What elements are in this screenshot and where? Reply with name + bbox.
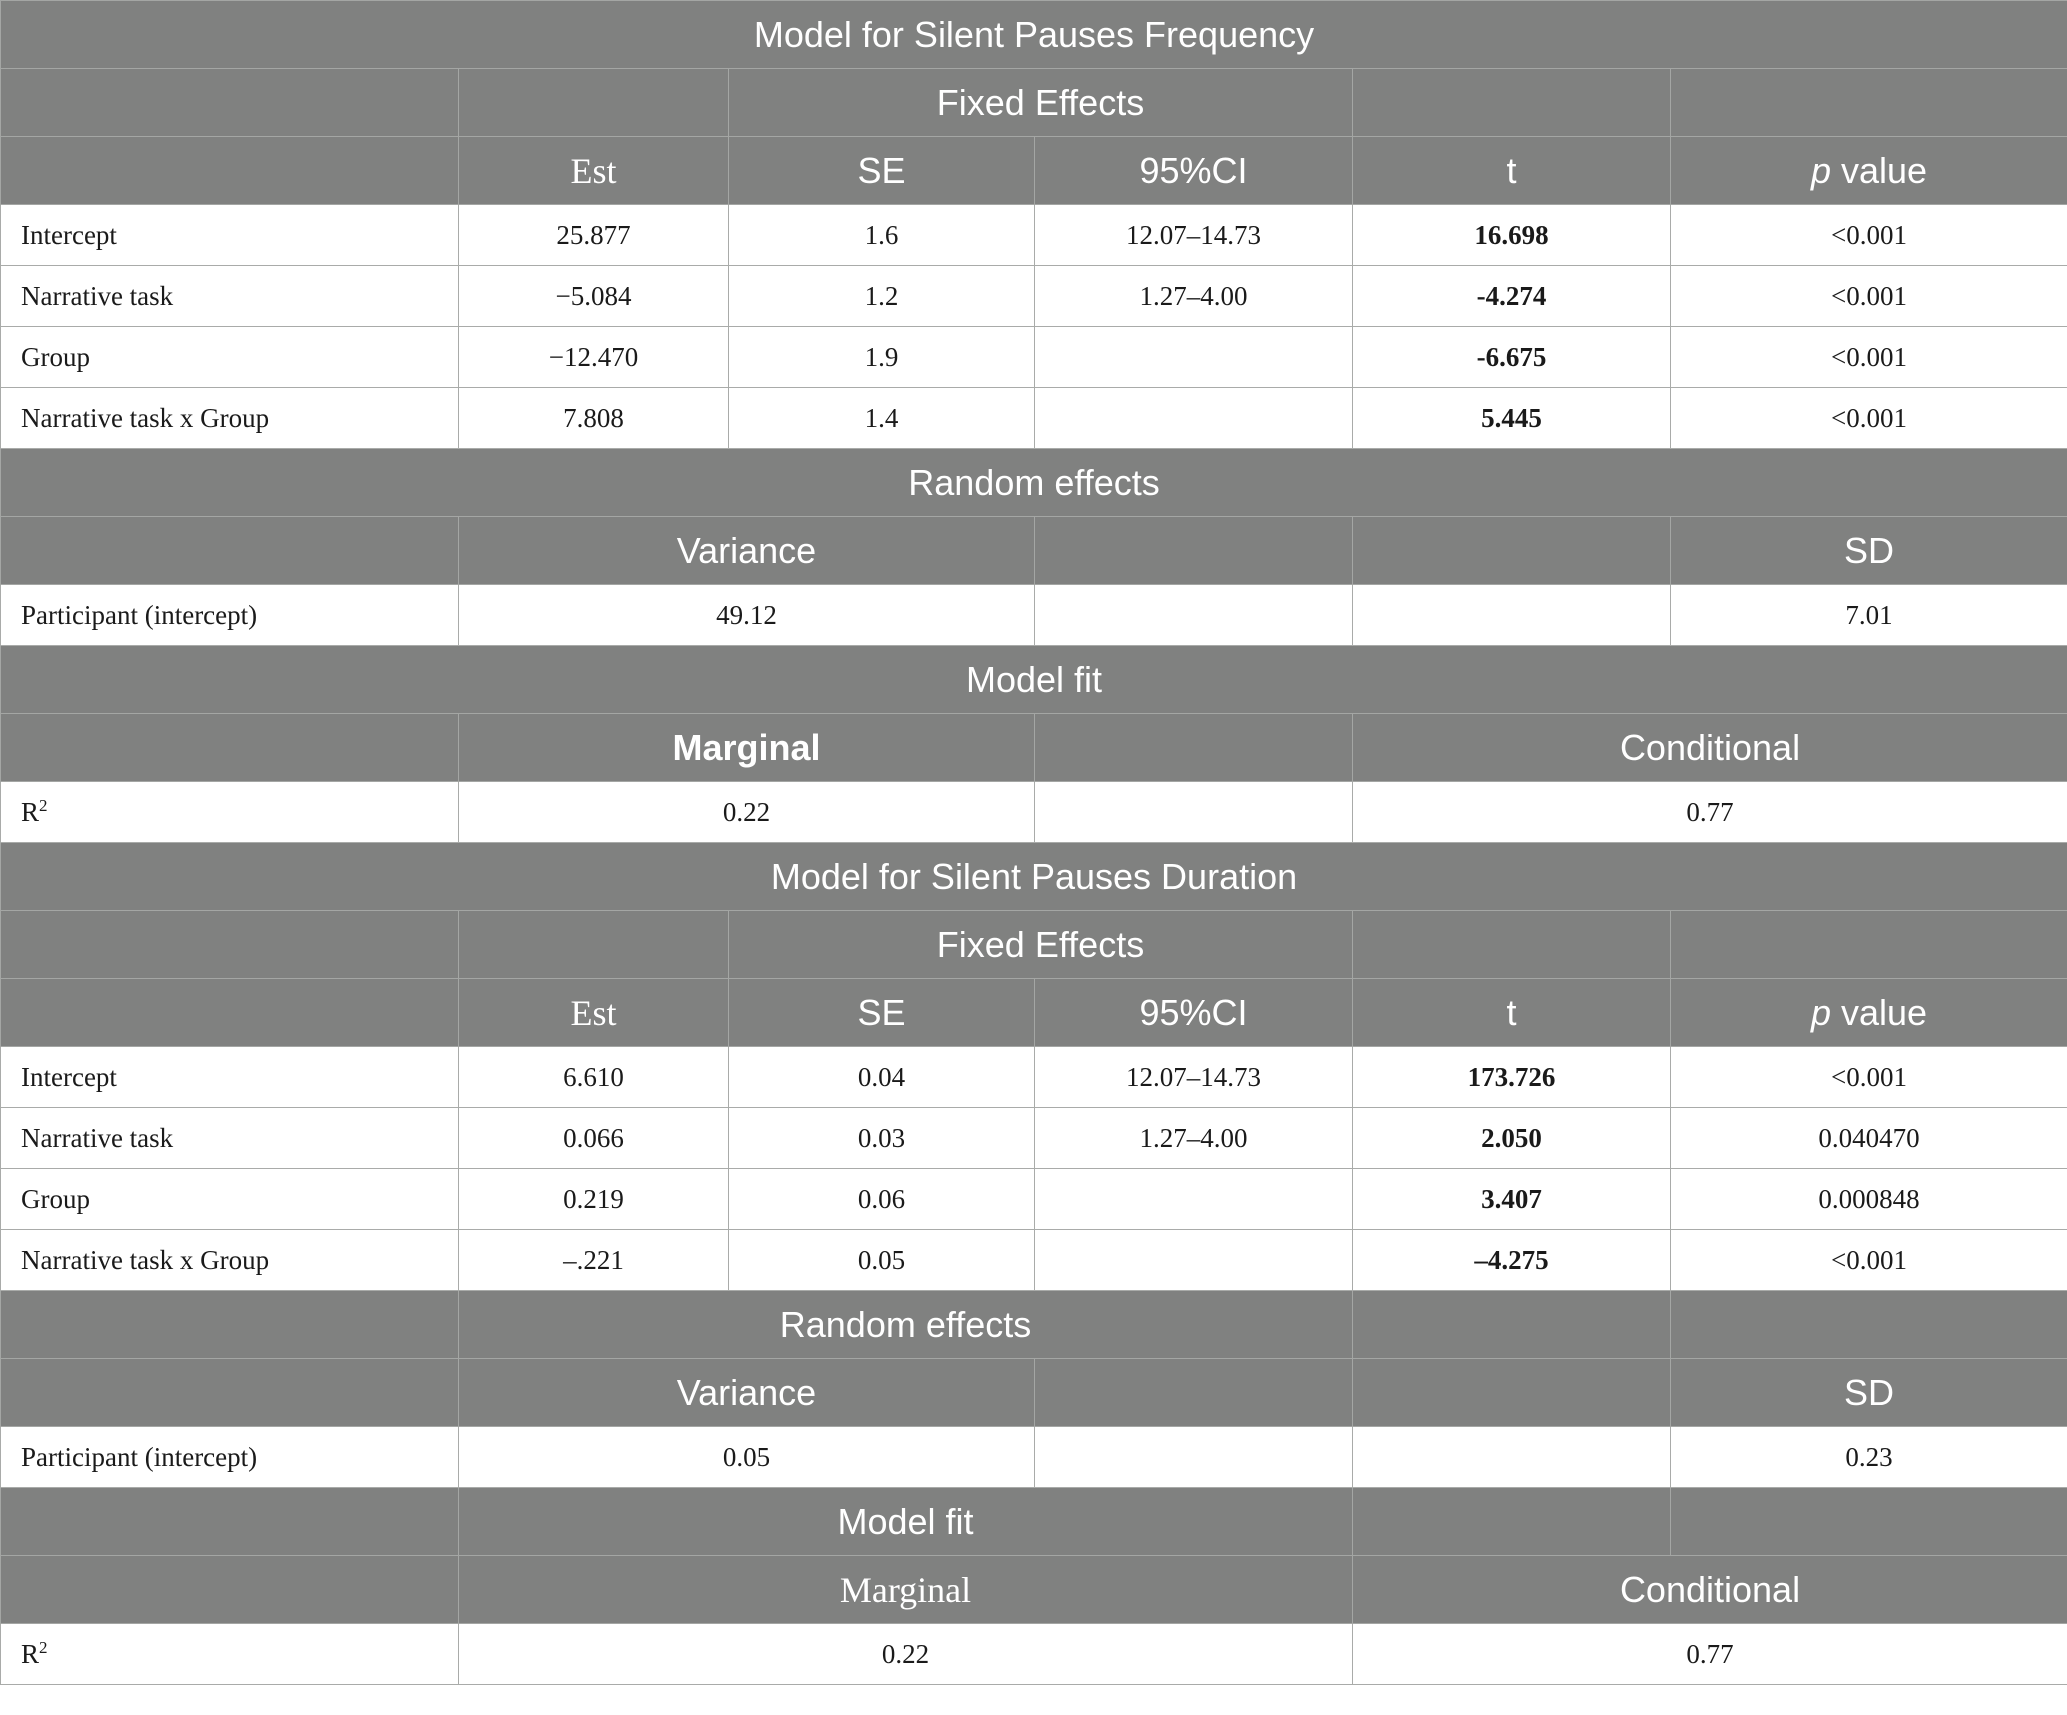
model1-fit-header-row bbox=[1, 714, 2067, 782]
sd-header: SD bbox=[1671, 1359, 2067, 1427]
p-value-header: p value bbox=[1671, 979, 2067, 1047]
p-value-header: p value bbox=[1671, 137, 2067, 205]
table-row: $R^2$ 0.22 0.77 bbox=[1, 1624, 2067, 1685]
model2-fixed-effects-row bbox=[1, 911, 2067, 979]
model1-fixed-effects-label: Fixed Effects bbox=[729, 69, 1353, 137]
conditional-header: Conditional bbox=[1353, 714, 2067, 782]
model2-fit-row bbox=[1, 1488, 2067, 1556]
table-row: $R^2$ 0.22 0.77 bbox=[1, 782, 2067, 843]
model1-fit-row bbox=[1, 646, 2067, 714]
model1-random-header-row bbox=[1, 517, 2067, 585]
variance-header: Variance bbox=[459, 517, 1035, 585]
table-row: Group −12.470 1.9 -6.675 <0.001 bbox=[1, 327, 2067, 388]
variance-header: Variance bbox=[459, 1359, 1035, 1427]
sd-header: SD bbox=[1671, 517, 2067, 585]
table-row: Narrative task −5.084 1.2 1.27–4.00 -4.274 <0.001 bbox=[1, 266, 2067, 327]
model1-fixed-effects-row bbox=[1, 69, 2067, 137]
table-row: Intercept 6.610 0.04 12.07–14.73 173.726 <0.001 bbox=[1, 1047, 2067, 1108]
table-row: Participant (intercept) 0.05 0.23 bbox=[1, 1427, 2067, 1488]
table-row: Group 0.219 0.06 3.407 0.000848 bbox=[1, 1169, 2067, 1230]
model1-random-effects-row bbox=[1, 449, 2067, 517]
est-header: Est bbox=[459, 979, 729, 1047]
model2-fit-header-row bbox=[1, 1556, 2067, 1624]
model2-title-row bbox=[1, 843, 2067, 911]
marginal-header: Marginal bbox=[459, 714, 1035, 782]
model1-fit-label: Model fit bbox=[1, 646, 2067, 714]
model1-random-effects-label: Random effects bbox=[1, 449, 2067, 517]
table-row: Narrative task x Group –.221 0.05 –4.275 <0.001 bbox=[1, 1230, 2067, 1291]
ci-header: 95%CI bbox=[1035, 137, 1353, 205]
t-header: t bbox=[1353, 979, 1671, 1047]
table-row: Intercept 25.877 1.6 12.07–14.73 16.698 <0.001 bbox=[1, 205, 2067, 266]
model2-fixed-effects-label: Fixed Effects bbox=[729, 911, 1353, 979]
model2-random-effects-label: Random effects bbox=[459, 1291, 1353, 1359]
model1-title: Model for Silent Pauses Frequency bbox=[1, 1, 2067, 69]
table-row: Participant (intercept) 49.12 7.01 bbox=[1, 585, 2067, 646]
table-row: Narrative task x Group 7.808 1.4 5.445 <0.001 bbox=[1, 388, 2067, 449]
model1-title-row bbox=[1, 1, 2067, 69]
est-header: Est bbox=[459, 137, 729, 205]
model2-random-header-row bbox=[1, 1359, 2067, 1427]
conditional-header: Conditional bbox=[1353, 1556, 2067, 1624]
marginal-header: Marginal bbox=[459, 1556, 1353, 1624]
model2-column-header-row bbox=[1, 979, 2067, 1047]
model2-title: Model for Silent Pauses Duration bbox=[1, 843, 2067, 911]
table-row: Narrative task 0.066 0.03 1.27–4.00 2.050 0.040470 bbox=[1, 1108, 2067, 1169]
ci-header: 95%CI bbox=[1035, 979, 1353, 1047]
t-header: t bbox=[1353, 137, 1671, 205]
model2-fit-label: Model fit bbox=[459, 1488, 1353, 1556]
model1-column-header-row bbox=[1, 137, 2067, 205]
se-header: SE bbox=[729, 137, 1035, 205]
se-header: SE bbox=[729, 979, 1035, 1047]
model2-random-effects-row bbox=[1, 1291, 2067, 1359]
